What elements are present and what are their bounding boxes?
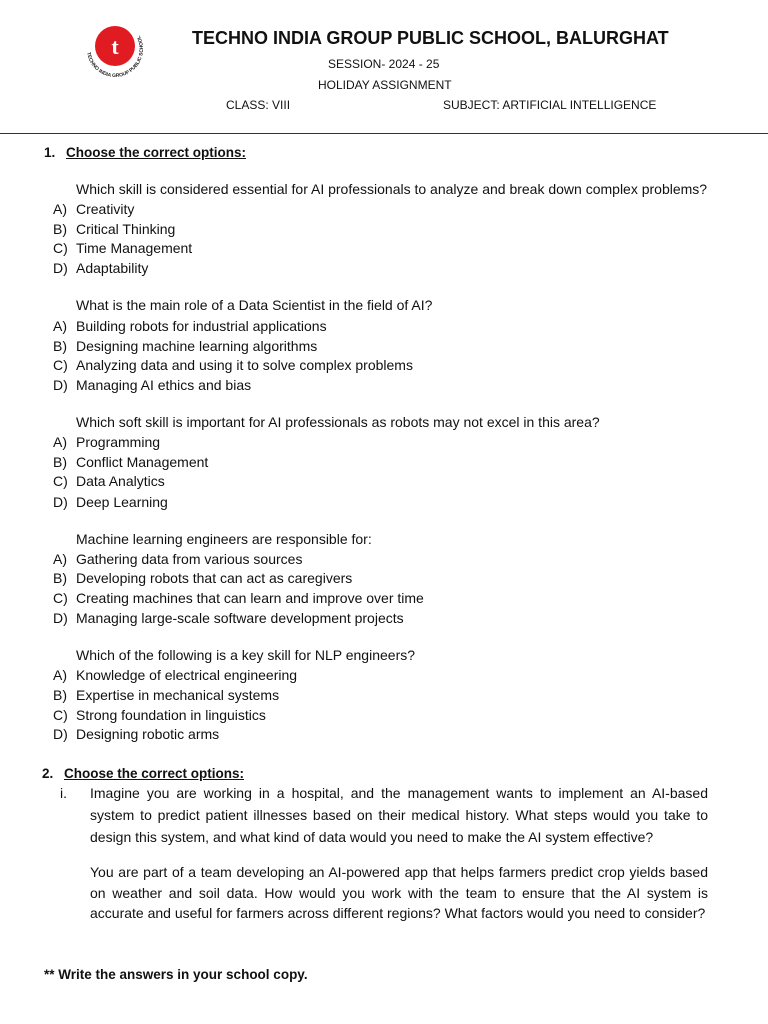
q3-option-a: A) Programming	[53, 434, 161, 450]
section-2-number: 2.	[42, 766, 54, 781]
section-2-question-1: Imagine you are working in a hospital, and the management wants to implement an AI-based system to predict patient illnesses based on their medical history. What steps would you take to design this system, and what kind of data would you need to make the AI system effective?	[90, 785, 708, 845]
q2-option-b: B) Designing machine learning algorithms	[53, 338, 318, 354]
q1-option-c: C) Time Management	[53, 240, 193, 256]
question-2: What is the main role of a Data Scientist in the field of AI?	[76, 297, 433, 313]
q5-option-a: A) Knowledge of electrical engineering	[53, 667, 298, 683]
q4-option-a: A) Gathering data from various sources	[53, 551, 303, 567]
q5-option-b: B) Expertise in mechanical systems	[53, 687, 280, 703]
section-2-label: Choose the correct options:	[64, 766, 245, 781]
section-2-item-marker: i.	[60, 785, 67, 801]
logo-ring-text: TECHNO INDIA GROUP PUBLIC SCHOOL	[85, 34, 146, 80]
question-1: Which skill is considered essential for AI professionals to analyze and break down complex problems?	[76, 181, 708, 197]
q4-option-b: B) Developing robots that can act as caregivers	[53, 570, 353, 586]
q3-option-c: C) Data Analytics	[53, 473, 165, 489]
question-4: Machine learning engineers are responsible for:	[76, 531, 372, 547]
school-logo	[80, 14, 150, 84]
q2-option-d: D) Managing AI ethics and bias	[53, 377, 252, 393]
question-3: Which soft skill is important for AI professionals as robots may not excel in this area?	[76, 414, 600, 430]
q1-option-b: B) Critical Thinking	[53, 221, 176, 237]
q4-option-c: C) Creating machines that can learn and improve over time	[53, 590, 424, 606]
school-title: TECHNO INDIA GROUP PUBLIC SCHOOL, BALURGHAT	[192, 28, 669, 48]
q5-option-c: C) Strong foundation in linguistics	[53, 707, 266, 723]
header-divider	[0, 133, 768, 134]
q2-option-a: A) Building robots for industrial applications	[53, 318, 327, 334]
section-1-label: Choose the correct options:	[66, 145, 247, 160]
logo-glyph: t	[111, 34, 119, 59]
q5-option-d: D) Designing robotic arms	[53, 726, 220, 742]
q2-option-c: C) Analyzing data and using it to solve complex problems	[53, 357, 413, 373]
footer-note: ** Write the answers in your school copy.	[44, 967, 308, 982]
class-label: CLASS: VIII	[226, 98, 291, 112]
section-2-heading	[42, 766, 244, 781]
subject-label: SUBJECT: ARTIFICIAL INTELLIGENCE	[443, 98, 657, 112]
q3-option-b: B) Conflict Management	[53, 454, 209, 470]
q1-option-d: D) Adaptability	[53, 260, 149, 276]
assignment-label: HOLIDAY ASSIGNMENT	[318, 78, 452, 92]
q1-option-a: A) Creativity	[53, 201, 135, 217]
q4-option-d: D) Managing large-scale software development projects	[53, 610, 404, 626]
section-1-number: 1.	[44, 145, 56, 160]
question-5: Which of the following is a key skill for NLP engineers?	[76, 647, 416, 663]
q3-option-d: D) Deep Learning	[53, 494, 168, 510]
section-1-heading	[44, 145, 246, 160]
session-label: SESSION- 2024 - 25	[328, 57, 440, 71]
section-2-question-2: You are part of a team developing an AI-powered app that helps farmers predict crop yields based on weather and soil data. How would you work with the team to ensure that the AI system is accurate and useful for farmers across different regions? What factors would you need to consider?	[90, 864, 708, 921]
